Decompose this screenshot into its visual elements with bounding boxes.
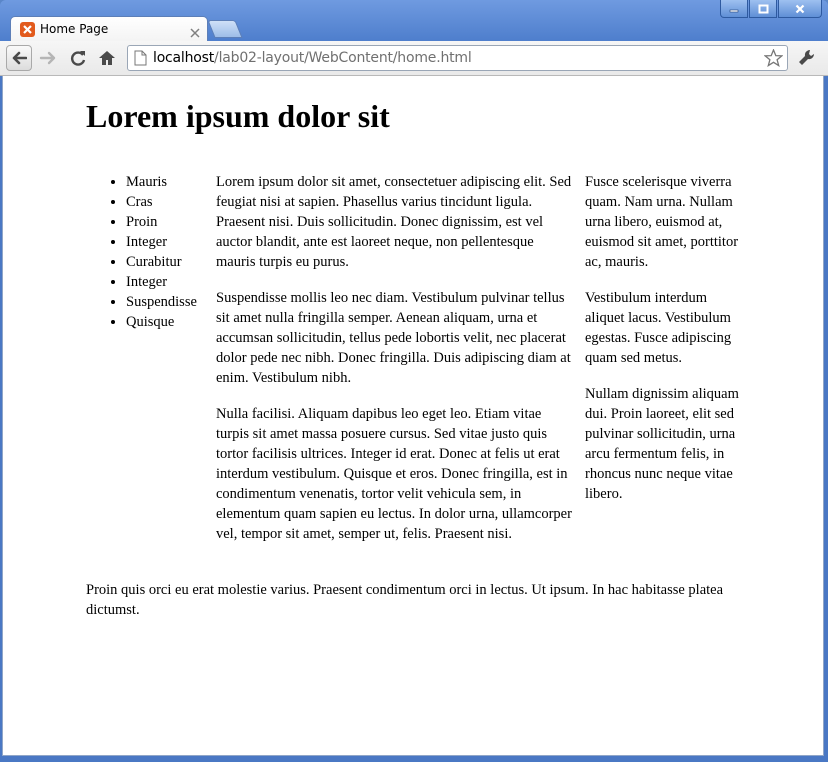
url-path: /lab02-layout/WebContent/home.html [214,50,472,66]
list-item: • Suspendisse [126,292,206,312]
list-item: • Cras [126,192,206,212]
reload-icon[interactable] [68,47,90,69]
back-icon[interactable] [6,45,32,71]
list-item: • Quisque [126,312,206,332]
list-item: • Mauris [126,172,206,192]
list-item: • Integer [126,272,206,292]
page-title: Lorem ipsum dolor sit [86,98,390,134]
footer-text: Proin quis orci eu erat molestie varius. Praesent condimentum orci in lectus. Ut ipsum. In hac habitasse platea dictumst. [86,582,724,618]
main-paragraph: Lorem ipsum dolor sit amet, consectetuer adipiscing elit. Sed feugiat nisi at sapien. Phasellus varius tincidunt ligula. Praesent nisi. Duis sollicitudin. Donec dignissim, est vel auctor blandit, ante est laoreet neque, non pellentesque mauris turpis eu purus. [216,174,572,270]
xampp-icon [20,22,35,37]
main-paragraph: Suspendisse mollis leo nec diam. Vestibulum pulvinar tellus sit amet nulla fringilla semper. Aenean aliquam, urna et accumsan sollicitudin, tellus pede lobortis velit, nec placerat dolor pede nec nibh. Donec fringilla. Duis adipiscing diam at enim. Vestibulum nibh. [216,290,571,386]
taskbar-strip [0,756,828,762]
url-text[interactable] [153,50,472,66]
side-paragraph: Nullam dignissim aliquam dui. Proin laoreet, elit sed pulvinar sollicitudin, urna arcu fermentum felis, in rhoncus nunc neque vitae libero. [585,386,739,502]
nav-list [86,172,206,332]
close-icon[interactable] [190,23,200,42]
main-column [216,172,576,560]
close-icon[interactable] [778,0,822,18]
page-viewport [2,76,824,756]
tab-title: Home Page [40,22,109,36]
main-paragraph: Nulla facilisi. Aliquam dapibus leo eget leo. Etiam vitae turpis sit amet massa posuere cursus. Sed vitae justo quis tortor facilisis ultrices. Integer id erat. Donec at felis ut erat interdum vestibulum. Quisque et eros. Donec fringilla, est in condimentum venenatis, tortor velit vehicula sem, in elementum quam sapien eu lectus. In dolor urna, ullamcorper vel, tempor sit amet, semper ut, felis. Praesent nisi. [216,406,572,542]
tab-home-page[interactable] [10,16,208,43]
minimize-icon[interactable] [720,0,748,18]
star-icon[interactable] [764,49,783,71]
list-item: • Integer [126,232,206,252]
maximize-icon[interactable] [749,0,777,18]
list-item: • Curabitur [126,252,206,272]
page-icon [134,50,147,70]
window-controls [719,0,822,18]
side-paragraph: Vestibulum interdum aliquet lacus. Vestibulum egestas. Fusce adipiscing quam sed metus. [585,290,732,366]
list-item: • Proin [126,212,206,232]
forward-icon[interactable] [39,47,61,69]
home-icon[interactable] [97,47,119,69]
tab-strip [0,0,828,40]
url-host: localhost [153,50,215,66]
wrench-icon[interactable] [796,47,818,69]
side-column [585,172,745,520]
side-paragraph: Fusce scelerisque viverra quam. Nam urna. Nullam urna libero, euismod at, euismod sit amet, porttitor ac, mauris. [585,174,739,270]
browser-toolbar [0,41,828,76]
address-bar[interactable] [127,45,788,71]
new-tab-button[interactable] [207,20,242,38]
